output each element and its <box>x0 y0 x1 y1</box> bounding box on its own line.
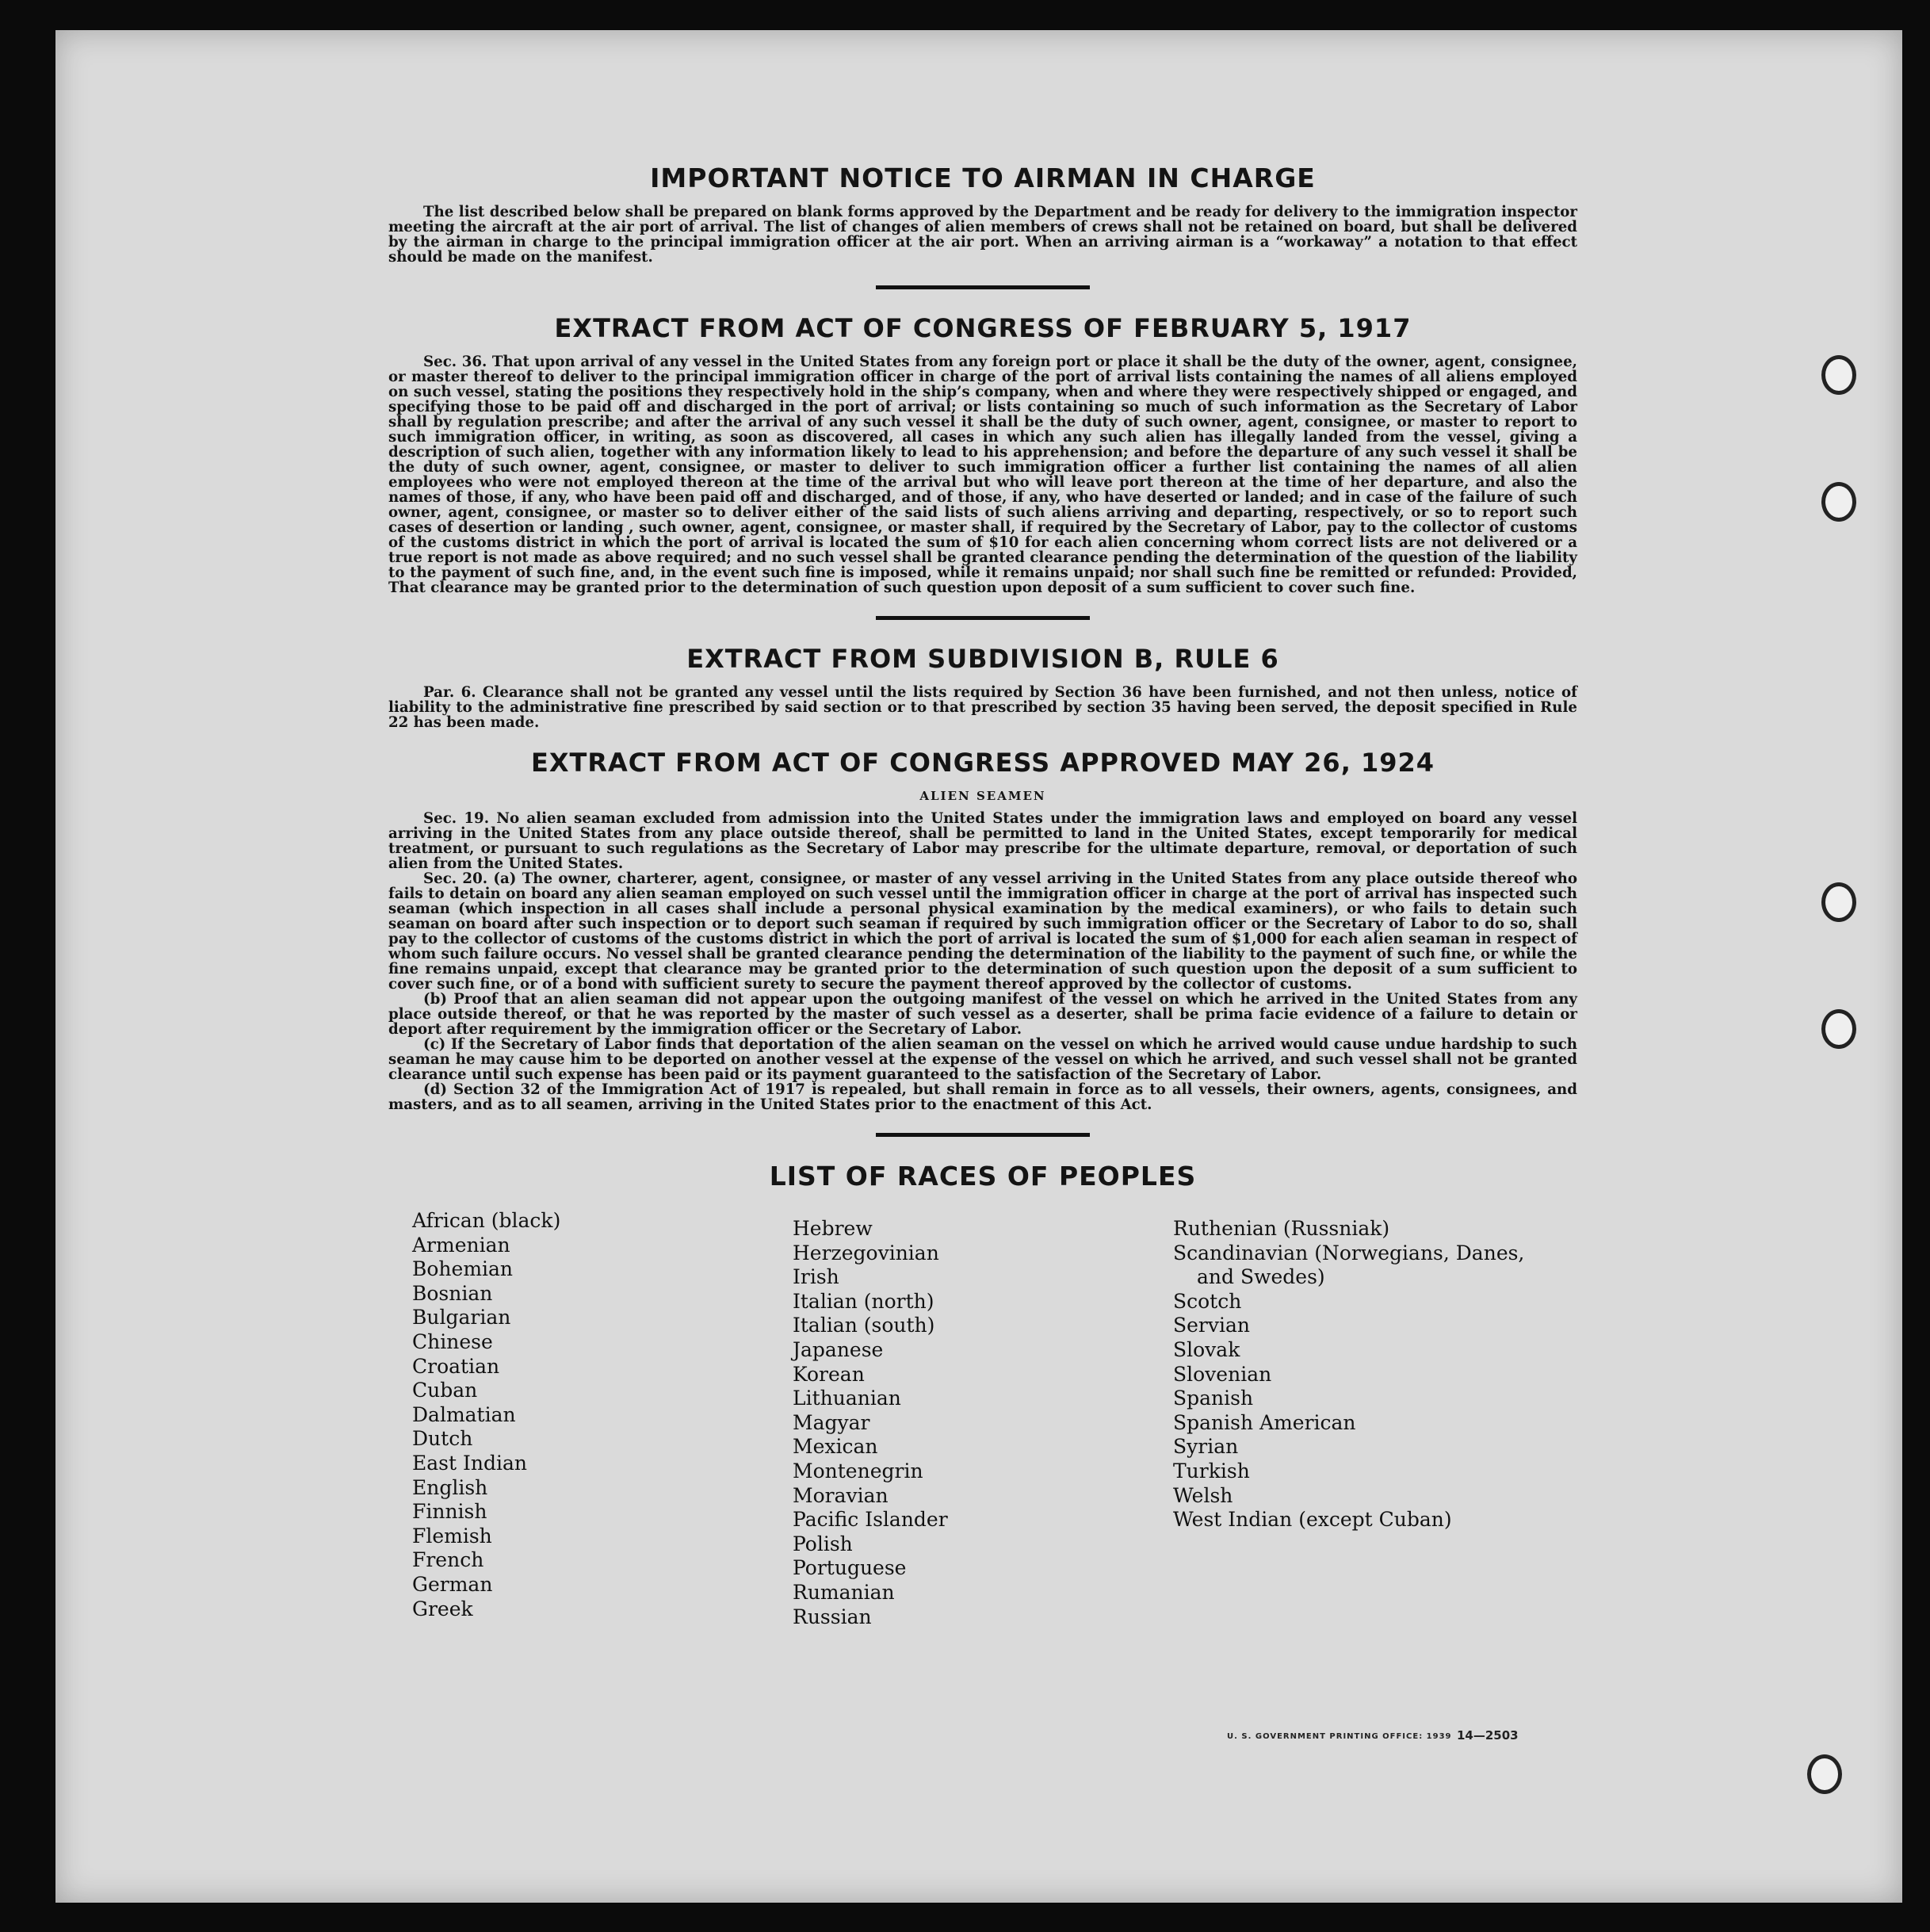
race-item: Cuban <box>412 1379 478 1402</box>
races-title: LIST OF RACES OF PEOPLES <box>769 1161 1197 1192</box>
printing-office-imprint: U. S. GOVERNMENT PRINTING OFFICE: 1939 <box>1227 1732 1452 1741</box>
race-item: Chinese <box>412 1329 493 1353</box>
punch-hole-1 <box>1821 355 1856 395</box>
race-item: Spanish <box>1173 1387 1254 1410</box>
race-item: Russian <box>793 1605 872 1628</box>
race-item: Herzegovinian <box>793 1241 939 1264</box>
punch-hole-2 <box>1821 482 1856 522</box>
divider <box>876 1133 1090 1137</box>
race-item: Japanese <box>793 1337 884 1361</box>
act-1924-title: EXTRACT FROM ACT OF CONGRESS APPROVED MAY 26, 1924 <box>530 748 1435 778</box>
race-item: Finnish <box>412 1500 487 1524</box>
race-item: Korean <box>793 1362 865 1386</box>
race-item: Italian (south) <box>793 1314 935 1337</box>
divider <box>876 616 1090 620</box>
race-item: Slovenian <box>1173 1362 1272 1386</box>
act-1924-sec-20b: (b) Proof that an alien seaman did not appear upon the outgoing manifest of the vessel on which he arrived in the United States from any place outside thereof, or that he was reported by the master of such vessel as a deserter, shall be prima facie evidence of a failure to detain or deport after requirement by the immigration officer or the Secretary of Labor. <box>388 991 1577 1038</box>
punch-hole-3 <box>1821 882 1856 922</box>
races-column-2 <box>793 1217 948 1629</box>
races-list <box>388 1209 1577 1653</box>
race-item: Bohemian <box>412 1257 514 1281</box>
race-item: Italian (north) <box>793 1289 934 1313</box>
race-item: Hebrew <box>793 1217 873 1240</box>
race-item: French <box>412 1548 484 1572</box>
act-1924-sec-20c: (c) If the Secretary of Labor finds that deportation of the alien seaman on the vessel on which he arrived would cause undue hardship to such seaman he may cause him to be deported on another vessel at the expense of the vessel on which he arrived, and such vessel shall not be granted clearance until such expense has been paid or its payment guaranteed to the satisfaction of the Secretary of Labor. <box>388 1036 1577 1083</box>
race-item: Portuguese <box>793 1556 907 1580</box>
punch-hole-4 <box>1821 1009 1856 1049</box>
race-item: Dutch <box>412 1427 473 1451</box>
race-item: East Indian <box>412 1451 527 1475</box>
race-item: Armenian <box>412 1233 510 1257</box>
rule-6-title: EXTRACT FROM SUBDIVISION B, RULE 6 <box>686 644 1279 674</box>
race-item: Turkish <box>1173 1459 1250 1482</box>
act-1917-title: EXTRACT FROM ACT OF CONGRESS OF FEBRUARY 5, 1917 <box>554 313 1412 343</box>
notice-text: The list described below shall be prepared on blank forms approved by the Department and be ready for delivery to the immigration inspector meeting the aircraft at the air port of arrival. The list of changes of alien members of crews shall not be retained on board, but shall be delivered by the airman in charge to the principal immigration officer at the air port. When an arriving airman is a “workaway” a notation to that effect should be made on the manifest. <box>388 204 1577 266</box>
race-item: Flemish <box>412 1524 492 1548</box>
divider <box>876 285 1090 289</box>
race-item: Ruthenian (Russniak) <box>1173 1217 1390 1240</box>
race-item: Magyar <box>793 1410 870 1434</box>
race-item: Dalmatian <box>412 1402 516 1426</box>
race-item: Montenegrin <box>793 1459 923 1482</box>
notice-title: IMPORTANT NOTICE TO AIRMAN IN CHARGE <box>650 163 1316 193</box>
race-item: English <box>412 1475 488 1499</box>
act-1924-sec-20d: (d) Section 32 of the Immigration Act of 1917 is repealed, but shall remain in force as to all vessels, their owners, agents, consignees, and masters, and as to all seamen, arriving in the United States prior to the enactment of this Act. <box>388 1081 1577 1113</box>
races-column-1 <box>412 1209 560 1621</box>
races-column-3 <box>1173 1217 1524 1532</box>
race-item: Moravian <box>793 1483 889 1507</box>
race-item: and Swedes) <box>1197 1265 1325 1289</box>
race-item: Servian <box>1173 1314 1250 1337</box>
race-item: Pacific Islander <box>793 1508 948 1532</box>
document-content <box>388 163 1577 1653</box>
race-item: West Indian (except Cuban) <box>1173 1508 1452 1532</box>
act-1924-sec-20a: Sec. 20. (a) The owner, charterer, agent, consignee, or master of any vessel arriving in the United States from any place outside thereof who fails to detain on board any alien seaman employed on such vessel until the immigration officer in charge at the port of arrival has inspected such seaman (which inspection in all cases shall include a personal physical examination by the medical examiners), or who fails to detain such seaman on board after such inspection or to deport such seaman if required by such immigration officer or the Secretary of Labor to do so, shall pay to the collector of customs of the customs district in which the port of arrival is located the sum of $1,000 for each alien seaman in respect of whom such failure occurs. No vessel shall be granted clearance pending the determination of the liability to the payment of such fine, or while the fine remains unpaid, except that clearance may be granted prior to the determination of such question upon the deposit of a sum sufficient to cover such fine, or of a bond with sufficient surety to secure the payment thereof approved by the collector of customs. <box>388 870 1577 993</box>
race-item: Polish <box>793 1532 853 1555</box>
race-item: Rumanian <box>793 1580 895 1604</box>
race-item: Syrian <box>1173 1435 1239 1459</box>
race-item: Irish <box>793 1265 839 1289</box>
race-item: Scandinavian (Norwegians, Danes, <box>1173 1241 1525 1264</box>
punch-hole-5 <box>1807 1754 1842 1794</box>
race-item: Greek <box>412 1597 473 1620</box>
race-item: Spanish American <box>1173 1410 1356 1434</box>
race-item: Scotch <box>1173 1289 1242 1313</box>
race-item: Lithuanian <box>793 1387 901 1410</box>
act-1924-sec-19: Sec. 19. No alien seaman excluded from admission into the United States under the immigration laws and employed on board any vessel arriving in the United States from any place outside thereof, shall be permitted to land in the United States, except temporarily for medical treatment, or pursuant to such regulations as the Secretary of Labor may prescribe for the ultimate departure, removal, or deportation of such alien from the United States. <box>388 810 1577 872</box>
race-item: Croatian <box>412 1354 500 1378</box>
race-item: Welsh <box>1173 1483 1233 1507</box>
race-item: Bosnian <box>412 1281 493 1305</box>
rule-6-par-6: Par. 6. Clearance shall not be granted any vessel until the lists required by Section 36 have been furnished, and not then unless, notice of liability to the administrative fine prescribed by said section or to that prescribed by section 35 having been served, the deposit specified in Rule 22 has been made. <box>388 684 1577 731</box>
alien-seamen-subtitle: ALIEN SEAMEN <box>919 789 1046 803</box>
act-1917-sec-36: Sec. 36. That upon arrival of any vessel in the United States from any foreign port or place it shall be the duty of the owner, agent, consignee, or master thereof to deliver to the principal immigration officer in charge of the port of arrival lists containing the names of all aliens employed on such vessel, stating the positions they respectively hold in the ship’s company, when and where they were respectively shipped or engaged, and specifying those to be paid off and discharged in the port of arrival; or lists containing so much of such information as the Secretary of Labor shall by regulation prescribe; and after the arrival of any such vessel it shall be the duty of such owner, agent, consignee, or master to report to such immigration officer, in writing, as soon as discovered, all cases in which any such alien has illegally landed from the vessel, giving a description of such alien, together with any information likely to lead to his apprehension; and before the departure of any such vessel it shall be the duty of such owner, agent, consignee, or master to deliver to such immigration officer a further list containing the names of all alien employees who were not employed thereon at the time of the arrival but who will leave port thereon at the time of her departure, and also the names of those, if any, who have been paid off and discharged, and of those, if any, who have deserted or landed; and in case of the failure of such owner, agent, consignee, or master so to deliver either of the said lists of such aliens arriving and departing, respectively, or so to report such cases of desertion or landing , such owner, agent, consignee, or master shall, if required by the Secretary of Labor, pay to the collector of customs of the customs district in which the port of arrival is located the sum of $10 for each alien concerning whom correct lists are not delivered or a true report is not made as above required; and no such vessel shall be granted clearance pending the determination of the question of the liability to the payment of such fine, and, in the event such fine is imposed, while it remains unpaid; nor shall such fine be remitted or refunded: Provided, That clearance may be granted prior to the determination of such question upon deposit of a sum sufficient to cover such fine. <box>388 354 1577 596</box>
race-item: Slovak <box>1173 1337 1240 1361</box>
race-item: German <box>412 1572 493 1596</box>
race-item: Mexican <box>793 1435 878 1459</box>
race-item: African (black) <box>412 1209 561 1232</box>
form-number: 14—2503 <box>1457 1728 1519 1743</box>
race-item: Bulgarian <box>412 1306 511 1329</box>
